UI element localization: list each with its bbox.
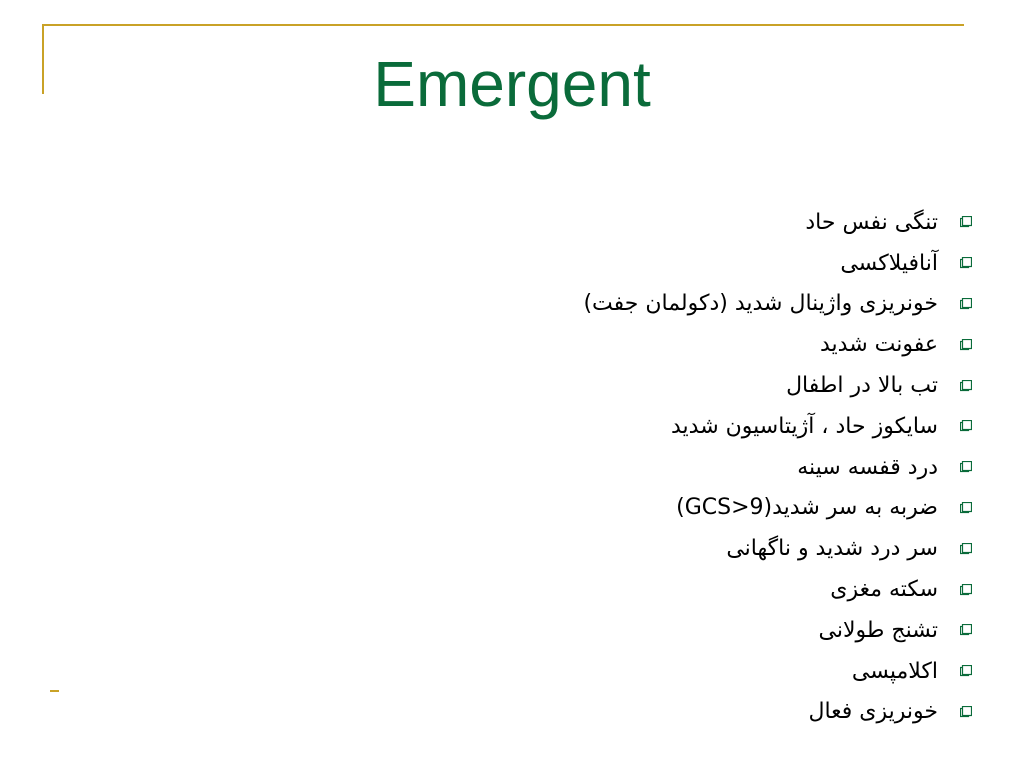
list-item-text: تشنج طولانی <box>818 617 938 643</box>
list-item <box>583 284 972 325</box>
list-item-text: سر درد شدید و ناگهانی <box>726 536 938 562</box>
list-item-text: سایکوز حاد ، آژیتاسیون شدید <box>670 413 938 439</box>
checkbox-square-icon <box>960 665 972 677</box>
checkbox-square-icon <box>960 420 972 432</box>
checkbox-square-icon <box>960 543 972 555</box>
list-item <box>583 692 972 733</box>
list-item <box>583 488 972 529</box>
checkbox-square-icon <box>960 706 972 718</box>
slide-title: Emergent <box>373 48 651 120</box>
list-item-text: سکته مغزی <box>830 577 938 603</box>
list-item-text: خونریزی واژینال شدید (دکولمان جفت) <box>583 291 938 317</box>
list-item-text: تنگی نفس حاد <box>805 209 938 235</box>
list-item <box>583 569 972 610</box>
list-item <box>583 324 972 365</box>
list-item <box>583 528 972 569</box>
checkbox-square-icon <box>960 257 972 269</box>
list-item-text: درد قفسه سینه <box>797 454 938 480</box>
list-item-text: تب بالا در اطفال <box>786 373 938 399</box>
checkbox-square-icon <box>960 339 972 351</box>
checkbox-square-icon <box>960 584 972 596</box>
list-item-text: خونریزی فعال <box>808 699 938 725</box>
decorative-marker <box>50 690 59 692</box>
checkbox-square-icon <box>960 298 972 310</box>
decorative-top-line <box>42 24 964 26</box>
checkbox-square-icon <box>960 380 972 392</box>
list-item-text: ضربه به سر شدید(GCS>9) <box>676 495 938 521</box>
list-item <box>583 651 972 692</box>
list-item-text: عفونت شدید <box>820 332 938 358</box>
checkbox-square-icon <box>960 624 972 636</box>
list-item <box>583 365 972 406</box>
list-item <box>583 610 972 651</box>
bullet-list <box>583 202 972 732</box>
checkbox-square-icon <box>960 502 972 514</box>
checkbox-square-icon <box>960 216 972 228</box>
list-item <box>583 447 972 488</box>
list-item-text: آنافیلاکسی <box>840 250 938 276</box>
checkbox-square-icon <box>960 461 972 473</box>
list-item-text: اکلامپسی <box>851 658 938 684</box>
list-item <box>583 406 972 447</box>
list-item <box>583 202 972 243</box>
list-item <box>583 243 972 284</box>
